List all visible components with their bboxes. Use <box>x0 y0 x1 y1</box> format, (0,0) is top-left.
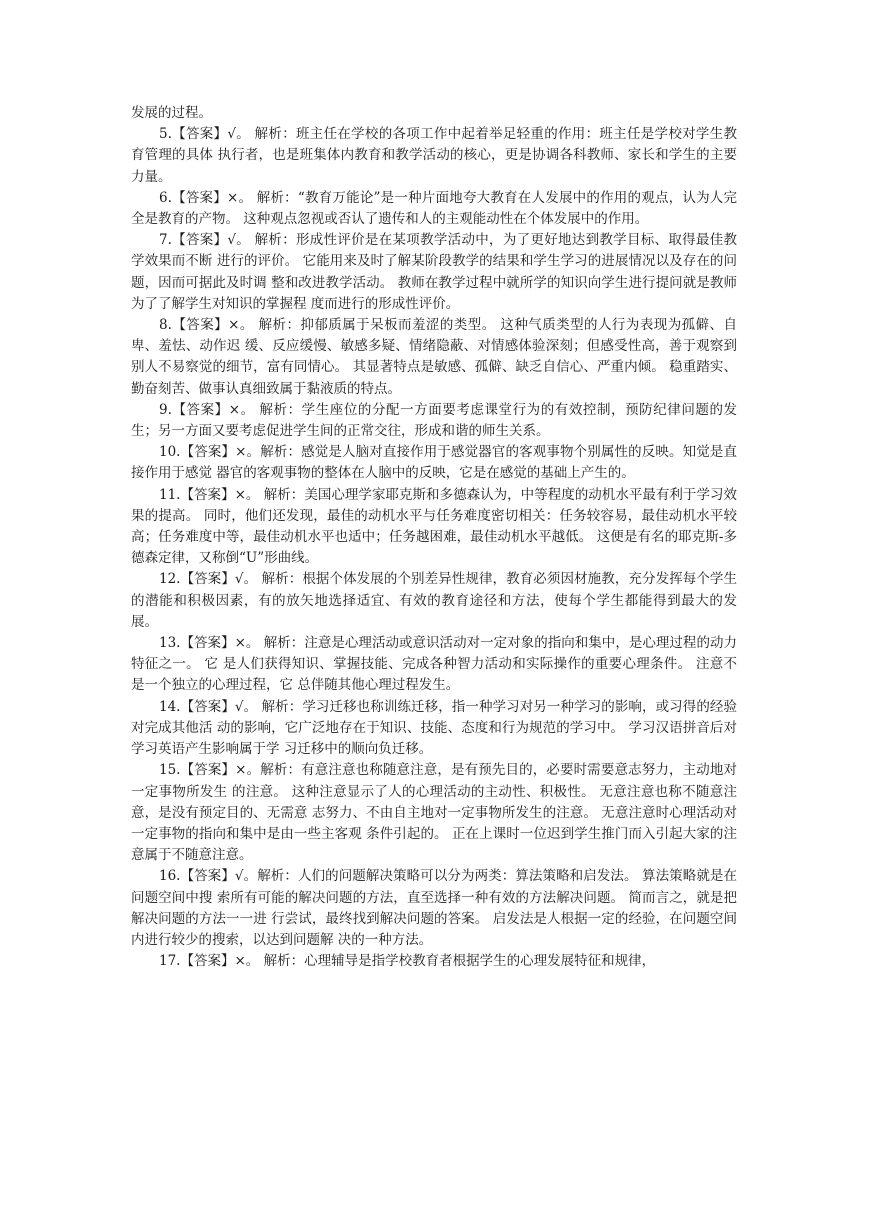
answer-label: 【答案】 <box>171 401 229 418</box>
answer-item <box>131 400 737 442</box>
answer-item <box>131 951 737 972</box>
answer-number: 6. <box>159 189 172 206</box>
answer-item <box>131 442 737 484</box>
answer-explanation: 解析：注意是心理活动或意识活动对一定对象的指向和集中，是心理过程的动力特征之一。 它 是人们获得知识、掌握技能、完成各种智力活动和实际操作的重要心理条件。 注意不是一个独立的心理过程，它 总伴随其他心理过程发生。 <box>131 635 737 694</box>
answer-explanation: 解析：形成性评价是在某项教学活动中，为了更好地达到教学目标、取得最佳教学效果而不断 进行的评价。 它能用来及时了解某阶段教学的结果和学生学习的进展情况以及存在的问题，因而可据此及时调 整和改进教学活动。 教师在教学过程中就所学的知识向学生进行提问就是教师为了了解学生对知识的掌握程 度而进行的形成性评价。 <box>131 232 737 312</box>
answer-item <box>131 569 737 633</box>
answer-mark: ×。 <box>228 317 254 334</box>
answer-item <box>131 697 737 761</box>
answer-item <box>131 633 737 697</box>
answer-item <box>131 124 737 188</box>
answer-number: 12. <box>159 571 181 588</box>
answer-label: 【答案】 <box>171 232 228 249</box>
answer-number: 8. <box>159 317 172 334</box>
answer-number: 10. <box>159 444 181 461</box>
answer-mark: √。 <box>234 868 258 885</box>
answer-item <box>131 485 737 570</box>
answer-list <box>131 124 737 972</box>
answer-explanation: 解析：有意注意也称随意注意，是有预先目的，必要时需要意志努力，主动地对一定事物所发生 的注意。 这种注意显示了人的心理活动的主动性、积极性。 无意注意也称不随意注意，是没有预定目的、无需意 志努力、不由自主地对一定事物所发生的注意。 无意注意时心理活动对一定事物的指向和集中是由一些主客观 条件引起的。 正在上课时一位迟到学生推门而入引起大家的注意属于不随意注意。 <box>131 762 738 864</box>
answer-item <box>131 188 737 230</box>
answer-mark: √。 <box>227 126 251 143</box>
answer-number: 9. <box>159 401 172 418</box>
answer-label: 【答案】 <box>171 126 228 143</box>
answer-mark: √。 <box>234 571 258 588</box>
answer-explanations <box>131 103 737 972</box>
answer-mark: ×。 <box>234 486 260 503</box>
answer-label: 【答案】 <box>180 953 235 970</box>
answer-explanation: 解析：学生座位的分配一方面要考虑课堂行为的有效控制，预防纪律问题的发生；另一方面又要考虑促进学生间的正常交往，形成和谐的师生关系。 <box>131 401 738 440</box>
answer-number: 7. <box>159 232 172 249</box>
answer-label: 【答案】 <box>180 635 235 652</box>
answer-explanation: 解析：抑郁质属于呆板而羞涩的类型。 这种气质类型的人行为表现为孤僻、自卑、羞怯、动作迟 缓、反应缓慢、敏感多疑、情绪隐蔽、对情感体验深刻；但感受性高，善于观察到别人不易察觉的细节，富有同情心。 其显著特点是敏感、孤僻、缺乏自信心、严重内倾。 稳重踏实、勤奋刻苦、做事认真细致属于黏液质的特点。 <box>131 317 737 397</box>
answer-mark: ×。 <box>235 444 261 461</box>
answer-explanation: 解析：根据个体发展的个别差异性规律，教育必须因材施教，充分发挥每个学生的潜能和积极因素，有的放矢地选择适宜、有效的教育途径和方法，使每个学生都能得到最大的发展。 <box>131 571 738 630</box>
answer-label: 【答案】 <box>180 444 236 461</box>
answer-number: 17. <box>159 953 181 970</box>
answer-label: 【答案】 <box>171 317 229 334</box>
answer-item <box>131 230 737 315</box>
answer-number: 15. <box>159 762 181 779</box>
answer-item <box>131 760 737 866</box>
answer-label: 【答案】 <box>171 189 227 206</box>
answer-label: 【答案】 <box>180 486 235 503</box>
answer-label: 【答案】 <box>180 698 235 715</box>
answer-explanation: 解析：“教育万能论”是一种片面地夸大教育在人发展中的作用的观点，认为人完全是教育的产物。 这种观点忽视或否认了遗传和人的主观能动性在个体发展中的作用。 <box>131 189 738 228</box>
answer-number: 5. <box>159 126 172 143</box>
answer-label: 【答案】 <box>180 762 236 779</box>
answer-label: 【答案】 <box>180 571 235 588</box>
answer-item <box>131 315 737 400</box>
answer-mark: ×。 <box>235 762 261 779</box>
answer-mark: ×。 <box>234 953 260 970</box>
answer-number: 11. <box>159 486 181 503</box>
answer-mark: ×。 <box>226 189 253 206</box>
answer-label: 【答案】 <box>180 868 235 885</box>
answer-explanation: 解析：美国心理学家耶克斯和多德森认为，中等程度的动机水平最有利于学习效果的提高。 同时，他们还发现，最佳的动机水平与任务难度密切相关：任务较容易，最佳动机水平较高；任务难度中等，最佳动机水平也适中；任务越困难，最佳动机水平越低。 这便是有名的耶克斯-多德森定律，又称倒“U”形曲线。 <box>131 486 737 567</box>
answer-number: 16. <box>159 868 181 885</box>
answer-mark: ×。 <box>234 635 260 652</box>
answer-item <box>131 866 737 951</box>
lead-text: 发展的过程。 <box>131 105 212 121</box>
answer-explanation: 解析：班主任在学校的各项工作中起着举足轻重的作用：班主任是学校对学生教育管理的具体 执行者，也是班集体内教育和教学活动的核心，更是协调各科教师、家长和学生的主要力量。 <box>131 126 737 185</box>
answer-number: 14. <box>159 698 181 715</box>
answer-mark: √。 <box>227 232 251 249</box>
answer-number: 13. <box>159 635 181 652</box>
answer-mark: √。 <box>234 698 258 715</box>
answer-mark: ×。 <box>228 401 255 418</box>
answer-explanation: 解析：心理辅导是指学校教育者根据学生的心理发展特征和规律， <box>259 953 656 970</box>
answer-explanation: 解析：人们的问题解决策略可以分为两类：算法策略和启发法。 算法策略就是在问题空间中搜 索所有可能的解决问题的方法，直至选择一种有效的方法解决问题。 简而言之，就是把解决问题的方法一一进 行尝试，最终找到解决问题的答案。 启发法是人根据一定的经验，在问题空间内进行较少的搜索，以达到问题解 决的一种方法。 <box>131 868 738 948</box>
answer-explanation: 解析：学习迁移也称训练迁移，指一种学习对另一种学习的影响，或习得的经验对完成其他活 动的影响，它广泛地存在于知识、技能、态度和行为规范的学习中。 学习汉语拼音后对学习英语产生影响属于学 习迁移中的顺向负迁移。 <box>131 698 738 758</box>
answer-explanation: 解析：感觉是人脑对直接作用于感觉器官的客观事物个别属性的反映。知觉是直接作用于感觉 器官的客观事物的整体在人脑中的反映，它是在感觉的基础上产生的。 <box>131 444 738 482</box>
